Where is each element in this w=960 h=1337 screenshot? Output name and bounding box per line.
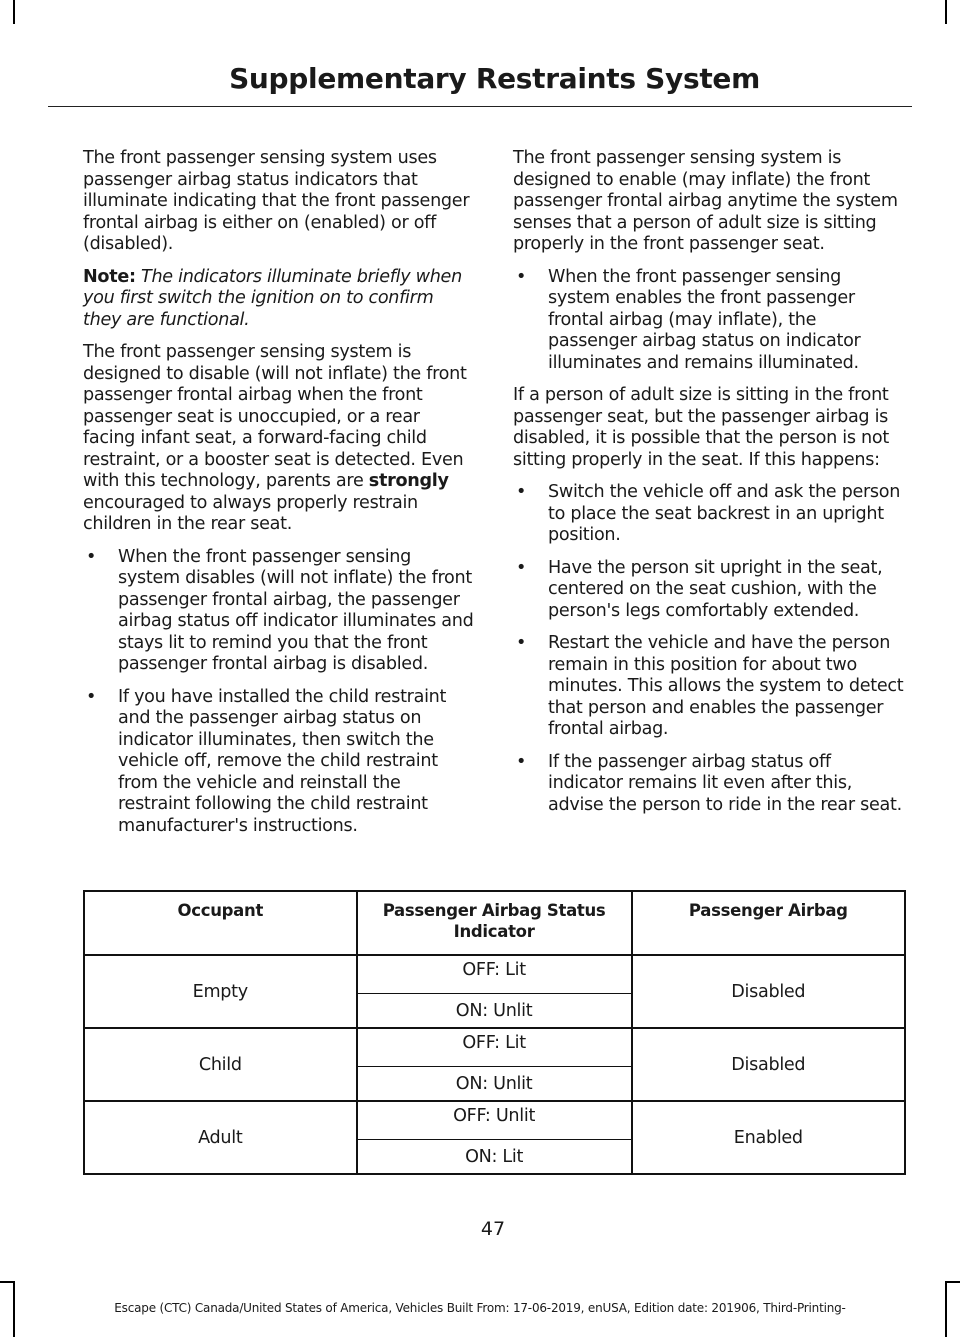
- table-header-row: [84, 891, 905, 955]
- edition-footer: Escape (CTC) Canada/United States of America, Vehicles Built From: 17-06-2019, enUSA, Edition date: 201906, Third-Printing-: [114, 1301, 846, 1315]
- crop-mark-bottom-left-h: [0, 1281, 15, 1283]
- list-item: [83, 687, 476, 838]
- airbag-cell: Disabled: [632, 955, 905, 1028]
- list-item-text: When the front passenger sensing system disables (will not inflate) the front passenger frontal airbag, the passenger airbag status off indicator illuminates and stays lit to remind you that the front passenger frontal airbag is disabled.: [118, 546, 474, 674]
- crop-mark-top-right: [945, 0, 947, 24]
- header-indicator: Passenger Airbag Status Indicator: [357, 891, 632, 955]
- note-paragraph: [83, 267, 476, 332]
- note-label: Note:: [83, 266, 136, 287]
- paragraph-intro: The front passenger sensing system uses passenger airbag status indicators that illuminate indicating that the front passenger frontal airbag is either on (enabled) or off (disabled).: [83, 148, 470, 254]
- paragraph-disable-after: encouraged to always properly restrain children in the rear seat.: [83, 492, 418, 534]
- list-item: [513, 558, 908, 623]
- indicator-cell: ON: Unlit: [357, 1067, 632, 1102]
- list-item-text: Switch the vehicle off and ask the person to place the seat backrest in an upright position.: [548, 482, 901, 545]
- list-item-text: If the passenger airbag status off indicator remains lit even after this, advise the person to ride in the rear seat.: [548, 751, 902, 815]
- indicator-cell: OFF: Lit: [357, 1028, 632, 1067]
- bullet-icon: •: [516, 482, 527, 502]
- paragraph-adult: If a person of adult size is sitting in the front passenger seat, but the passenger airbag is disabled, it is possible that the person is not sitting properly in the seat. If this happens:: [513, 385, 889, 470]
- right-bullet-list-a: [513, 267, 908, 375]
- occupant-cell: Child: [84, 1028, 357, 1101]
- crop-mark-top-left: [13, 0, 15, 24]
- indicator-cell: ON: Lit: [357, 1140, 632, 1175]
- list-item: [83, 547, 476, 676]
- bullet-icon: •: [516, 266, 527, 287]
- occupant-cell: Empty: [84, 955, 357, 1028]
- list-item: [513, 267, 908, 375]
- list-item-text: Restart the vehicle and have the person remain in this position for about two minutes. This allows the system to detect that person and enables the passenger frontal airbag.: [548, 633, 904, 739]
- right-column: [513, 148, 908, 827]
- airbag-status-table: [83, 890, 906, 1175]
- paragraph-disable-before: The front passenger sensing system is designed to disable (will not inflate) the front passenger frontal airbag when the front passenger seat is unoccupied, or a rear facing infant seat, a forward-facing child restraint, or a booster seat is detected. Even with this technology, parents are: [83, 342, 467, 491]
- crop-mark-bottom-left: [13, 1281, 15, 1337]
- crop-mark-bottom-right: [945, 1281, 947, 1337]
- right-bullet-list-b: [513, 482, 908, 816]
- table-row: [84, 1101, 905, 1140]
- table-row: [84, 955, 905, 994]
- bullet-icon: •: [86, 546, 97, 567]
- page-title: Supplementary Restraints System: [229, 62, 760, 95]
- list-item-text: If you have installed the child restraint and the passenger airbag status on indicator illuminates, then switch the vehicle off, remove the child restraint from the vehicle and reinstall the restraint following the child restraint manufacturer's instructions.: [118, 686, 447, 836]
- note-text: The indicators illuminate briefly when you first switch the ignition on to confirm they are functional.: [83, 266, 462, 330]
- bullet-icon: •: [516, 557, 527, 578]
- bullet-icon: •: [516, 751, 527, 772]
- indicator-cell: OFF: Lit: [357, 955, 632, 994]
- paragraph-disable: [83, 342, 476, 536]
- bullet-icon: •: [516, 633, 527, 653]
- indicator-cell: OFF: Unlit: [357, 1101, 632, 1140]
- list-item: [513, 752, 908, 817]
- list-item-text: Have the person sit upright in the seat, centered on the seat cushion, with the person's legs comfortably extended.: [548, 557, 883, 621]
- airbag-cell: Enabled: [632, 1101, 905, 1174]
- indicator-cell: ON: Unlit: [357, 994, 632, 1029]
- header-airbag: Passenger Airbag: [632, 891, 905, 955]
- crop-mark-bottom-right-h: [945, 1281, 960, 1283]
- paragraph-enable: The front passenger sensing system is designed to enable (may inflate) the front passenger frontal airbag anytime the system senses that a person of adult size is sitting properly in the front passenger seat.: [513, 148, 898, 254]
- list-item-text: When the front passenger sensing system enables the front passenger frontal airbag (may inflate), the passenger airbag status on indicator illuminates and remains illuminated.: [548, 266, 861, 373]
- left-column: [83, 148, 476, 848]
- airbag-cell: Disabled: [632, 1028, 905, 1101]
- left-bullet-list: [83, 547, 476, 838]
- occupant-cell: Adult: [84, 1101, 357, 1174]
- list-item: [513, 482, 908, 547]
- bullet-icon: •: [86, 686, 97, 707]
- table-row: [84, 1028, 905, 1067]
- emphasis-strongly: strongly: [368, 471, 449, 491]
- list-item: [513, 633, 908, 741]
- page-number: 47: [480, 1218, 506, 1240]
- title-divider: [48, 106, 912, 107]
- header-occupant: Occupant: [84, 891, 357, 955]
